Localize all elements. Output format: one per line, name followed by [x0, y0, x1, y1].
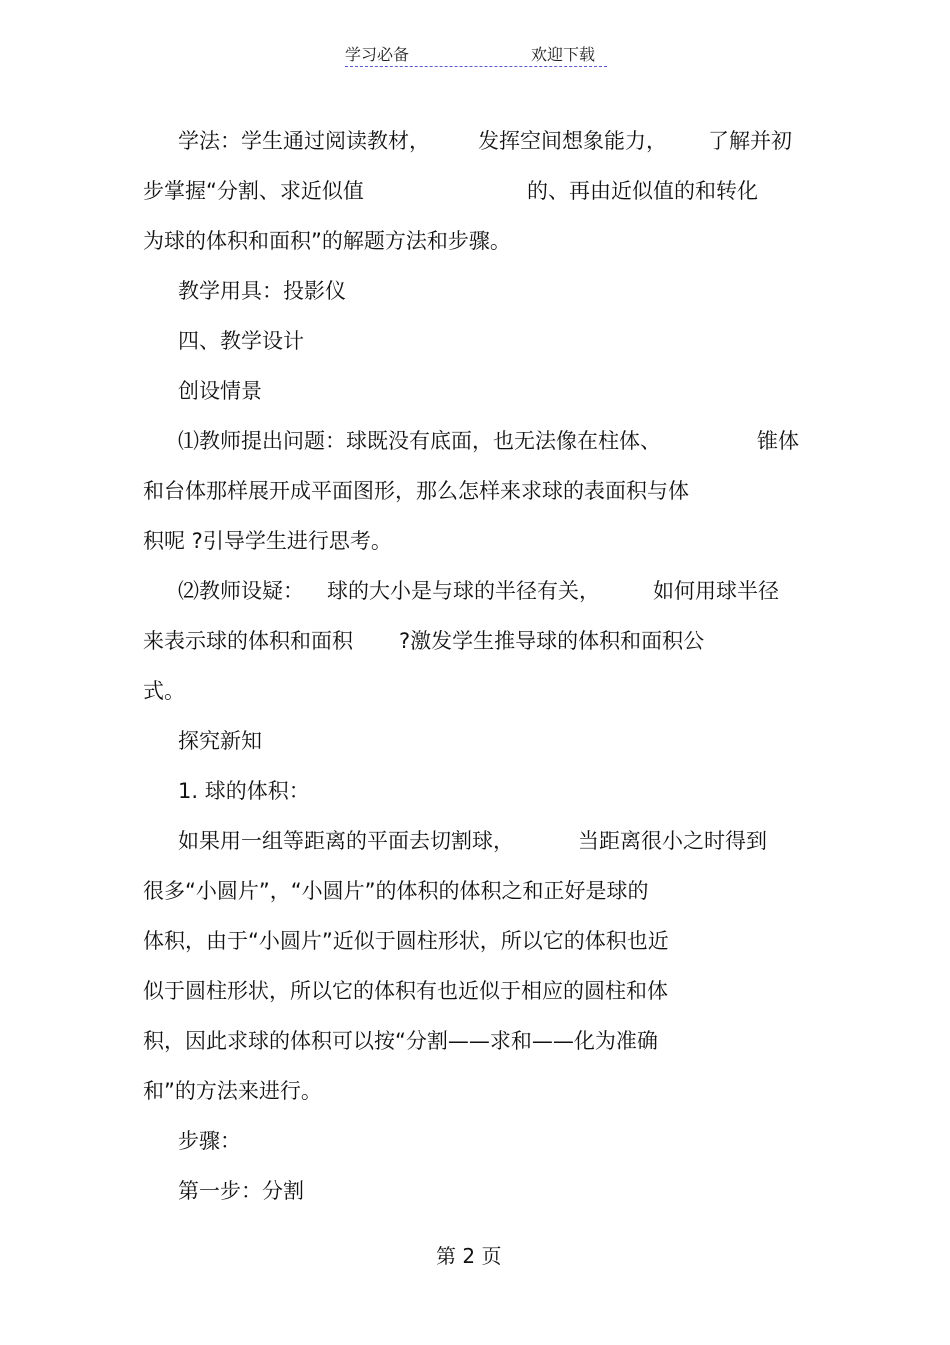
text-line-10c: 如何用球半径 [653, 579, 779, 603]
text-line-8: 和台体那样展开成平面图形，那么怎样来求球的表面积与体 [143, 479, 689, 503]
text-line-3: 为球的体积和面积”的解题方法和步骤。 [143, 229, 511, 253]
text-line-20: 和”的方法来进行。 [143, 1079, 322, 1103]
text-line-7a: ⑴教师提出问题：球既没有底面，也无法像在柱体、 [178, 429, 661, 453]
text-line-7b: 锥体 [757, 429, 799, 453]
text-line-17: 体积，由于“小圆片”近似于圆柱形状，所以它的体积也近 [143, 929, 669, 953]
text-line-10b: 球的大小是与球的半径有关， [327, 579, 600, 603]
text-line-16: 很多“小圆片”，“小圆片”的体积的体积之和正好是球的 [143, 879, 649, 903]
subheading-explore: 探究新知 [178, 729, 262, 753]
subheading-sphere-volume: 1. 球的体积： [178, 779, 310, 803]
text-line-1a: 学法：学生通过阅读教材， [178, 129, 430, 153]
text-line-2a: 步掌握“分割、求近似值 [143, 179, 364, 203]
text-line-18: 似于圆柱形状，所以它的体积有也近似于相应的圆柱和体 [143, 979, 668, 1003]
text-line-19: 积，因此求球的体积可以按“分割——求和——化为准确 [143, 1029, 658, 1053]
text-line-11a: 来表示球的体积和面积 [143, 629, 353, 653]
text-line-15b: 当距离很小之时得到 [578, 829, 767, 853]
text-line-4: 教学用具：投影仪 [178, 279, 346, 303]
header-left-text: 学习必备 [345, 45, 410, 64]
text-line-1c: 了解并初 [708, 129, 792, 153]
page-header [345, 40, 607, 67]
subheading-steps: 步骤： [178, 1129, 241, 1153]
section-heading-design: 四、教学设计 [178, 329, 304, 353]
text-line-15a: 如果用一组等距离的平面去切割球， [178, 829, 514, 853]
text-line-2b: 的、再由近似值的和转化 [527, 179, 758, 203]
text-line-10a: ⑵教师设疑： [178, 579, 304, 603]
step-one: 第一步：分割 [178, 1179, 304, 1203]
text-line-12: 式。 [143, 679, 185, 703]
header-right-text: 欢迎下载 [531, 45, 596, 64]
text-line-11b: ?激发学生推导球的体积和面积公 [399, 629, 705, 653]
text-line-1b: 发挥空间想象能力， [478, 129, 667, 153]
subheading-scenario: 创设情景 [178, 379, 262, 403]
text-line-9: 积呢 ?引导学生进行思考。 [143, 529, 392, 553]
page-number: 第 2 页 [436, 1244, 502, 1268]
